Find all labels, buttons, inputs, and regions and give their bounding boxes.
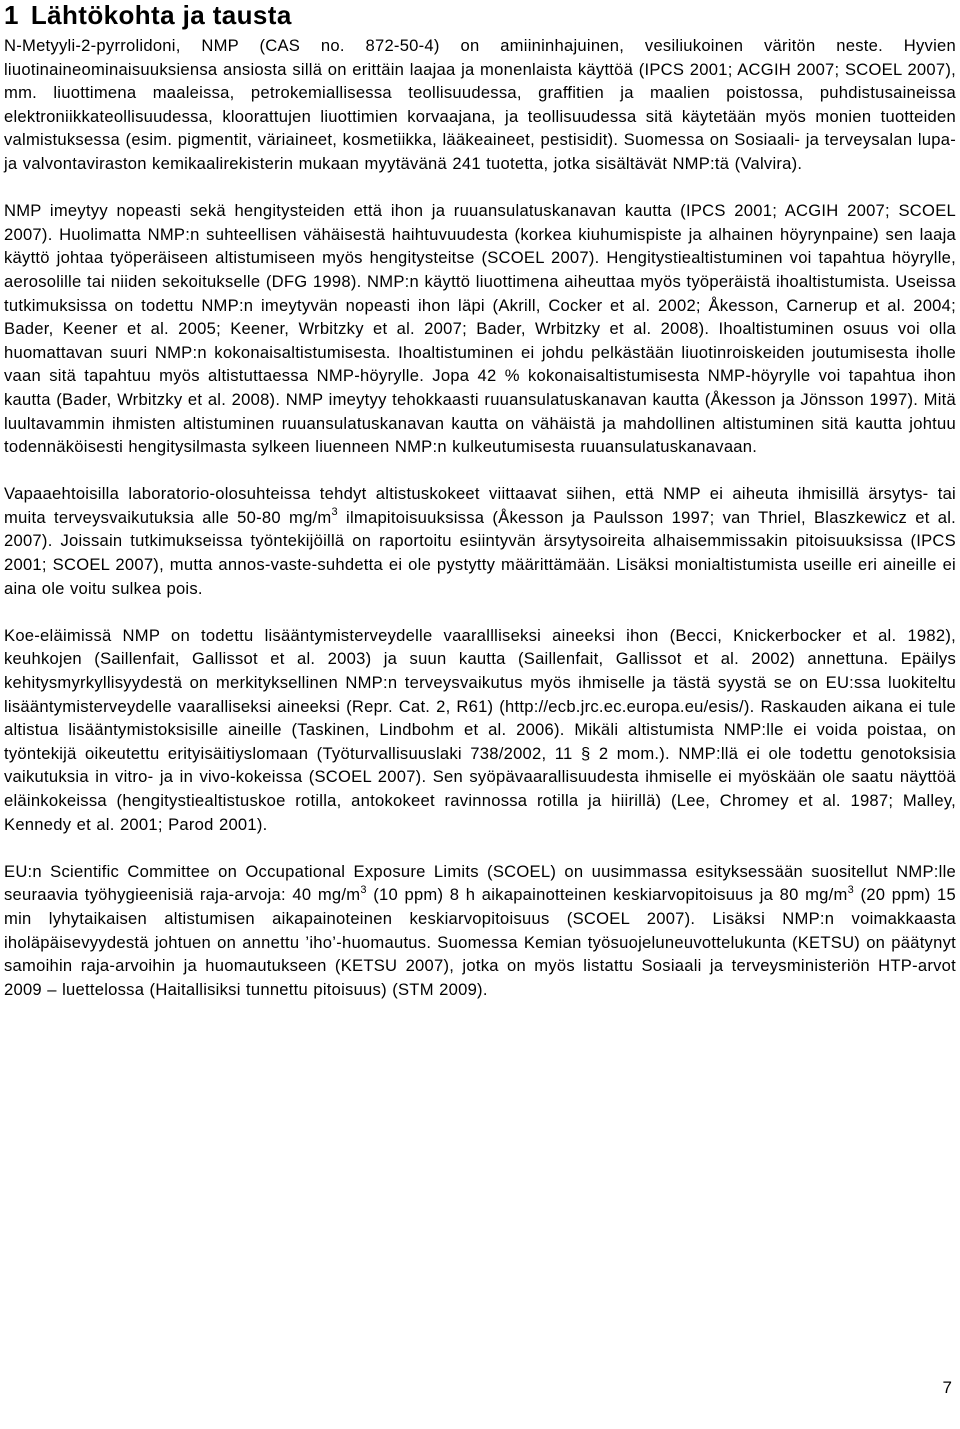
paragraph-introduction: N-Metyyli-2-pyrrolidoni, NMP (CAS no. 872-50-4) on amiininhajuinen, vesiliukoinen väritön neste. Hyvien liuotinaineominaisuuksiensa ansiosta sillä on erittäin laajaa ja monenlaista käyttöä (IPCS 2001; ACGIH 2007; SCOEL 2007), mm. liuottimena maaleissa, petrokemiallisessa teollisuudessa, graffitien ja maalien poistossa, puhdistusaineissa elektroniikkateollisuudessa, kloorattujen liuottimien korvaajana, ja teollisuudessa sitä käytetään myös monien tuotteiden valmistuksessa (esim. pigmentit, väriaineet, kosmetiikka, lääkeaineet, pestisidit). Suomessa on Sosiaali- ja terveysalan lupa- ja valvontaviraston kemikaalirekisterin mukaan myytävänä 241 tuotetta, jotka sisältävät NMP:tä (Valvira). xyxy=(4,36,956,173)
document-page xyxy=(4,0,956,1001)
paragraph-text: Vapaaehtoisilla laboratorio-olosuhteissa tehdyt altistuskokeet viittaavat siihen, että NMP ei aiheuta ihmisillä ärsytys- tai muita terveysvaikutuksia alle 50-80 mg/m xyxy=(4,484,956,527)
paragraph-text: (10 ppm) 8 h aikapainotteinen keskiarvopitoisuus ja 80 mg/m xyxy=(366,885,848,905)
superscript: 3 xyxy=(360,883,367,896)
superscript: 3 xyxy=(331,506,338,519)
page-number: 7 xyxy=(942,1378,952,1397)
section-heading xyxy=(4,0,956,30)
paragraph-text: ilmapitoisuuksissa (Åkesson ja Paulsson 1997; van Thriel, Blaszkewicz et al. 2007). Joissain tutkimukseissa työntekijöillä on raportoitu esiintyvän ärsytysoireita alhaisemmissakin pitoisuuksissa (IPCS 2001; SCOEL 2007), mutta annos-vaste-suhdetta ei ole pystytty määrittämään. Lisäksi monialtistumista useille eri aineille ei aina ole voitu sulkea pois. xyxy=(4,507,956,598)
section-title: Lähtökohta ja tausta xyxy=(30,0,292,30)
paragraph-text: EU:n Scientific Committee on Occupational Exposure Limits (SCOEL) on uusimmassa esityksessään suositellut NMP:lle seuraavia työhygieenisiä raja-arvoja: 40 mg/m xyxy=(4,861,956,905)
paragraph-absorption: NMP imeytyy nopeasti sekä hengitysteiden että ihon ja ruuansulatuskanavan kautta (IPCS 2001; ACGIH 2007; SCOEL 2007). Huolimatta NMP:n suhteellisen vähäisestä haihtuvuudesta (korkea kiuhumispiste ja alhainen höyrynpaine) sen laaja käyttö johtaa työperäiseen altistumiseen myös hengitysteitse (SCOEL 2007). Hengitystiealtistuminen voi tapahtua höyrylle, aerosolille tai niiden sekoitukselle (DFG 1998). NMP:n käyttö liuottimena aiheuttaa myös työperäistä ihoaltistumista. Useissa tutkimuksissa on todettu NMP:n imeytyvän nopeasti ihon läpi (Akrill, Cocker et al. 2002; Åkesson, Carnerup et al. 2004; Bader, Keener et al. 2005; Keener, Wrbitzky et al. 2007; Bader, Wrbitzky et al. 2008). Ihoaltistuminen osuus voi olla huomattavan suuri NMP:n kokonaisaltistumisesta. Ihoaltistuminen ei johdu pelkästään liuotinroiskeiden joutumisesta iholle vaan sitä tapahtuu myös altistuttaessa NMP-höyrylle. Jopa 42 % kokonaisaltistumisesta NMP-höyrylle voi tapahtua ihon kautta (Bader, Wrbitzky et al. 2008). NMP imeytyy tehokkaasti ruuansulatuskanavan kautta (Åkesson ja Jönsson 1997). Mitä luultavammin ihmisten altistuminen ruuansulatuskanavan kautta on vähäistä ja mahdollinen altistuminen sitä kautta johtuu todennäköisesti hengitysilmasta sylkeen liuenneen NMP:n kulkeutumisesta ruuansulatuskanavaan. xyxy=(4,201,956,457)
paragraph-text: (20 ppm) 15 min lyhytaikaisen altistumisen aikapainoteinen keskiarvopitoisuus (SCOEL 2007). Lisäksi NMP:n voimakkaasta iholäpäisevyydestä johtuen on annettu ’iho’-huomautus. Suomessa Kemian työsuojeluneuvottelukunta (KETSU) on päätynyt samoihin raja-arvoihin ja huomautukseen (KETSU 2007), jotka on myös listattu Sosiaali ja terveysministeriön HTP-arvot 2009 – luettelossa (Haitallisiksi tunnettu pitoisuus) (STM 2009). xyxy=(4,885,956,999)
paragraph-exposure-limits xyxy=(4,860,956,1002)
superscript: 3 xyxy=(847,883,854,896)
paragraph-animal-studies: Koe-eläimissä NMP on todettu lisääntymisterveydelle vaarallliseksi aineeksi ihon (Becci, Knickerbocker et al. 1982), keuhkojen (Saillenfait, Gallissot et al. 2003) ja suun kautta (Saillenfait, Gallissot et al. 2002) annettuna. Epäilys kehitysmyrkyllisyydestä on merkityksellinen NMP:n terveysvaikutus myös ihmiselle ja tästä syystä se on EU:ssa luokiteltu lisääntymisterveydelle vaaralliseksi aineeksi (Repr. Cat. 2, R61) (http://ecb.jrc.ec.europa.eu/esis/). Raskauden aikana ei tule altistua lisääntymistoksisille aineille (Taskinen, Lindbohm et al. 2006). Mikäli altistumista NMP:lle ei voida poistaa, on työntekijä oikeutettu erityisäitiyslomaan (Työturvallisuuslaki 738/2002, 11 § 2 mom.). NMP:llä ei ole todettu genotoksisia vaikutuksia in vitro- ja in vivo-kokeissa (SCOEL 2007). Sen syöpävaarallisuudesta ihmiselle ei myöskään ole saatu näyttöä eläinkokeissa (hengitystiealtistuskoe rotilla, antokokeet ravinnossa rotilla ja hiirillä) (Lee, Chromey et al. 1987; Malley, Kennedy et al. 2001; Parod 2001). xyxy=(4,625,956,834)
paragraph-volunteer-studies xyxy=(4,482,956,600)
section-number: 1 xyxy=(4,0,19,30)
